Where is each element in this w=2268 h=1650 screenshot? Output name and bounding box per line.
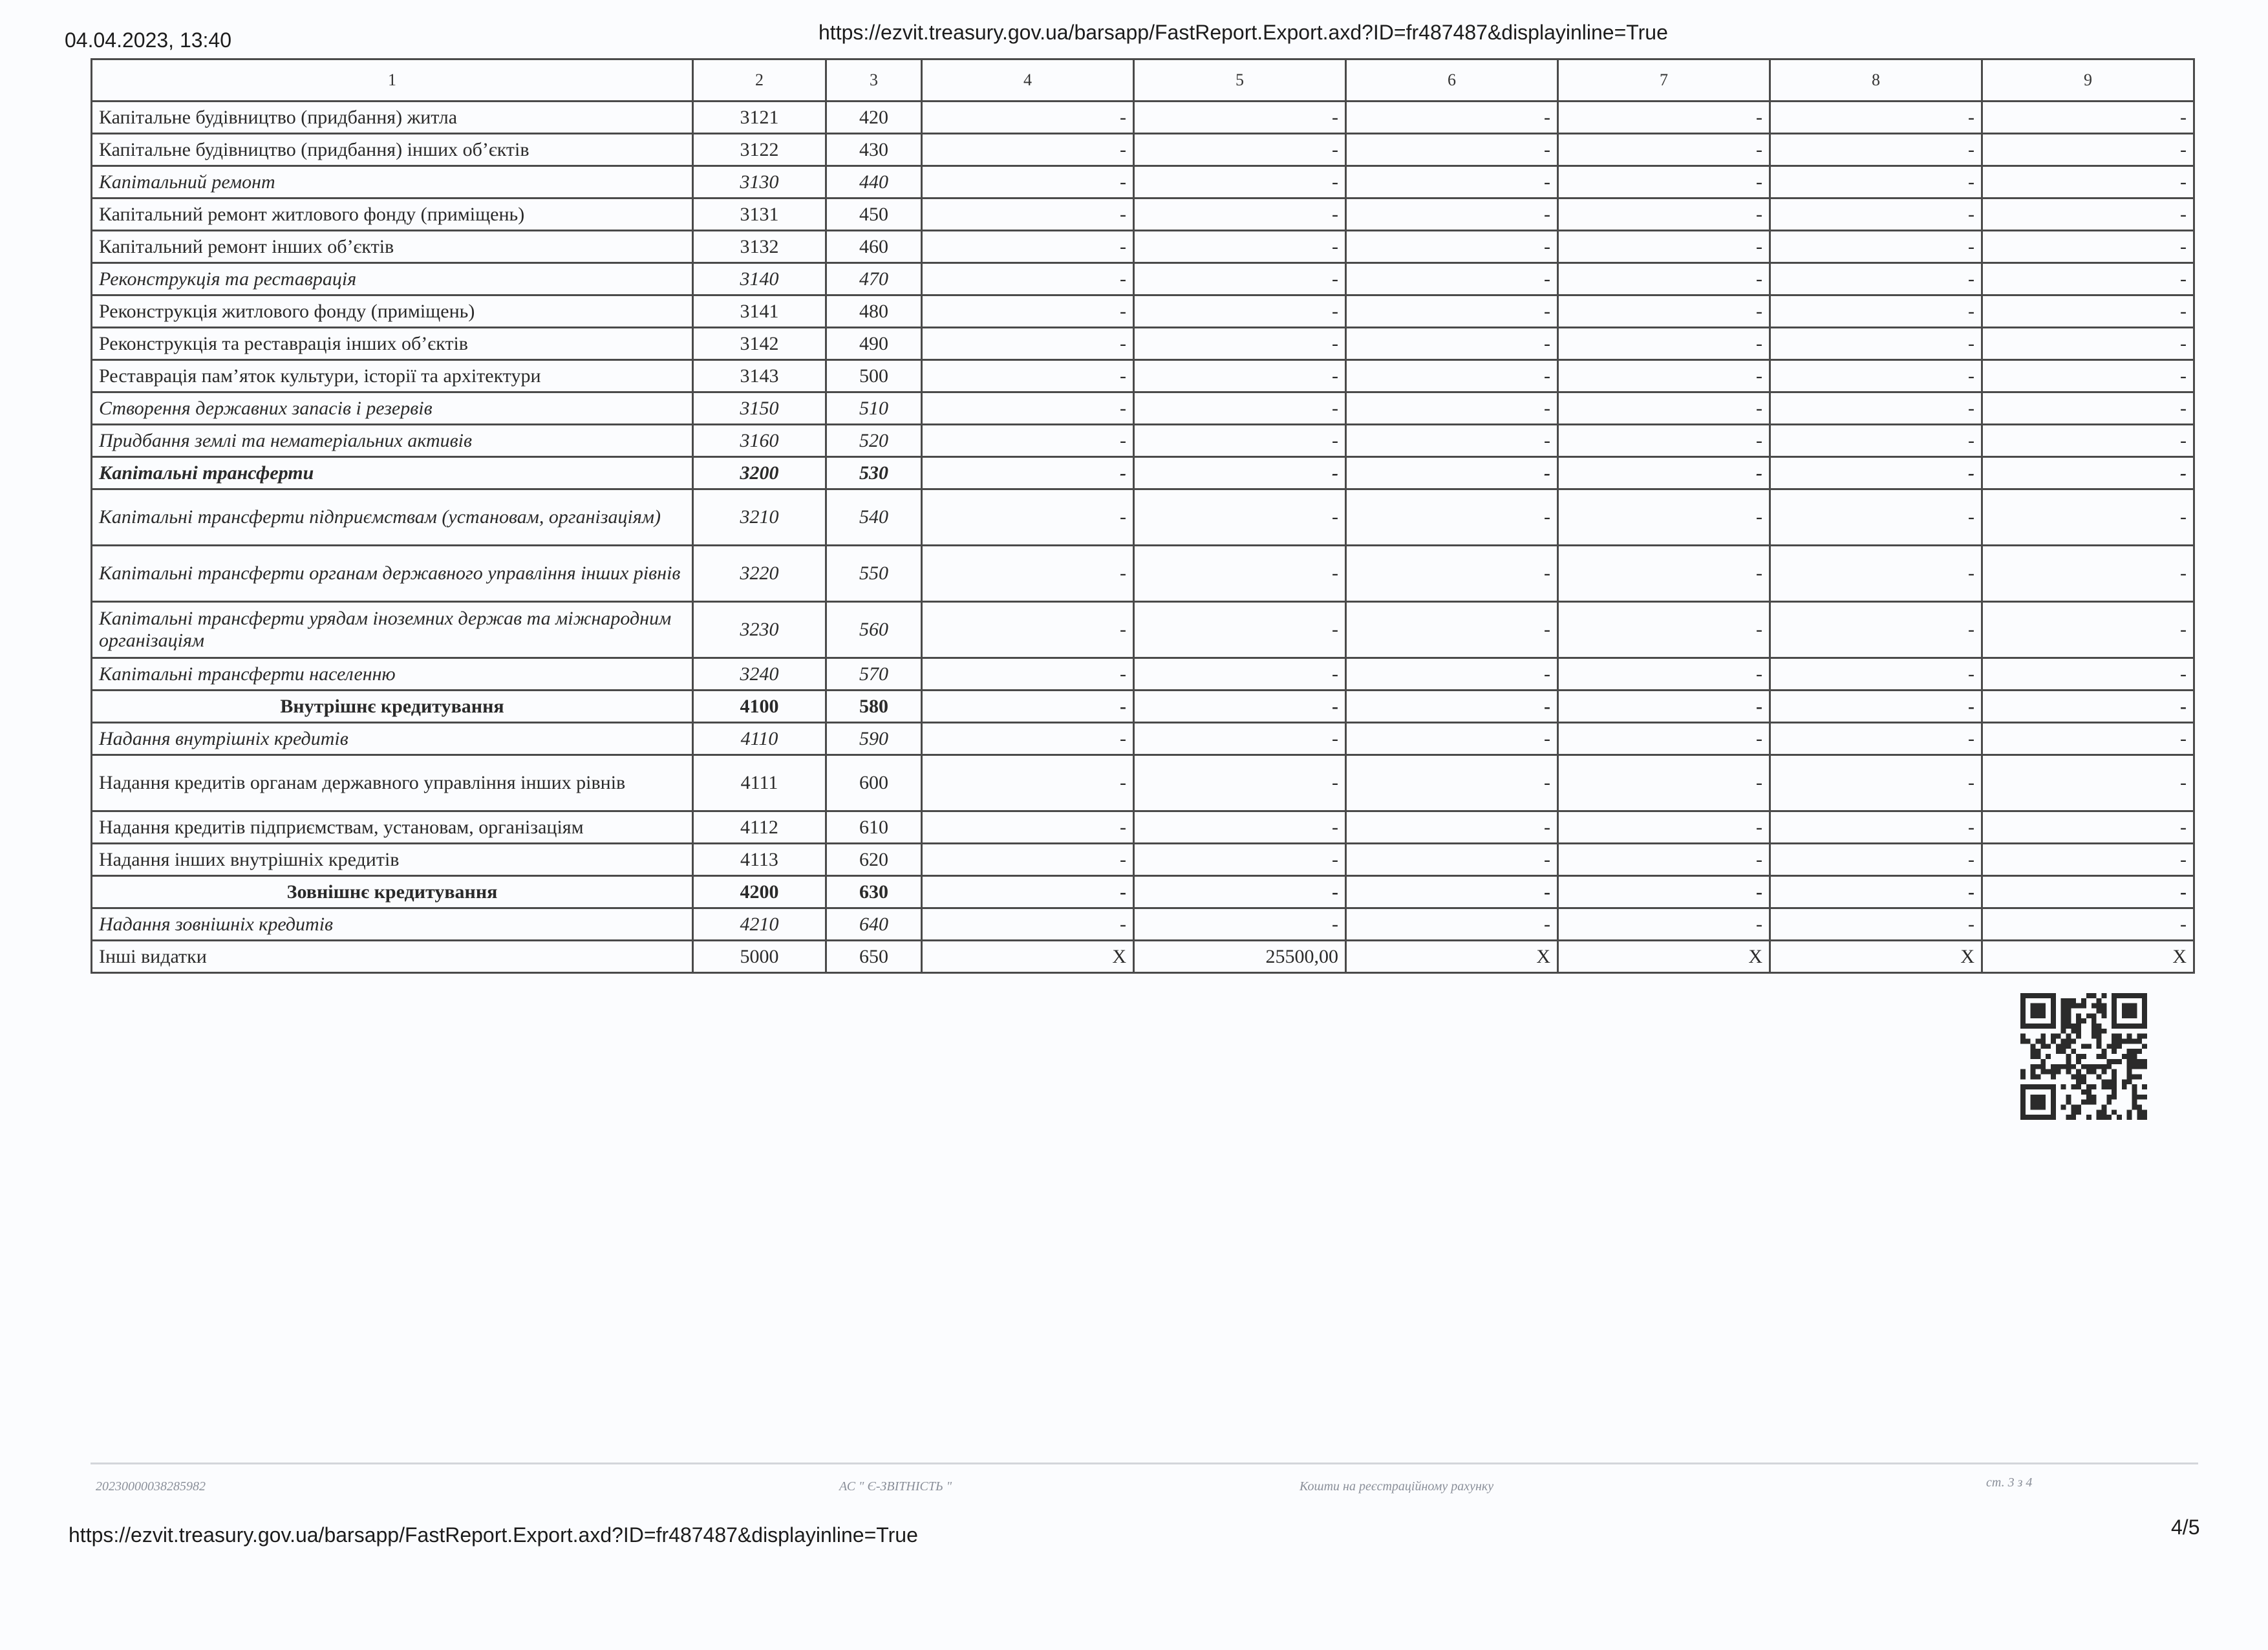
row-code: 3210	[693, 489, 826, 546]
row-col9: -	[1982, 844, 2194, 876]
table-row	[92, 844, 2194, 876]
row-col6: -	[1346, 876, 1558, 908]
row-code: 5000	[693, 941, 826, 973]
row-col7: -	[1558, 723, 1770, 755]
row-col6: -	[1346, 263, 1558, 295]
row-col7: -	[1558, 198, 1770, 231]
row-col6: -	[1346, 231, 1558, 263]
row-col4: -	[922, 231, 1134, 263]
row-code: 3230	[693, 602, 826, 658]
row-col8: -	[1770, 198, 1982, 231]
footer-system-name: АС " Є-ЗВІТНІСТЬ "	[839, 1479, 952, 1494]
print-page-count: 4/5	[2171, 1516, 2200, 1539]
row-col6: -	[1346, 546, 1558, 602]
row-line: 450	[826, 198, 922, 231]
row-name: Надання зовнішніх кредитів	[92, 908, 693, 941]
table-row	[92, 941, 2194, 973]
row-col7: X	[1558, 941, 1770, 973]
table-row	[92, 489, 2194, 546]
row-col9: -	[1982, 166, 2194, 198]
row-col4: -	[922, 844, 1134, 876]
row-col4: -	[922, 392, 1134, 425]
row-col8: -	[1770, 489, 1982, 546]
row-col7: -	[1558, 489, 1770, 546]
row-code: 4210	[693, 908, 826, 941]
table-row	[92, 876, 2194, 908]
row-line: 490	[826, 328, 922, 360]
row-col4: -	[922, 166, 1134, 198]
row-col8: -	[1770, 295, 1982, 328]
footer-document-number: 20230000038285982	[96, 1479, 206, 1494]
row-name: Реконструкція та реставрація інших об’єктів	[92, 328, 693, 360]
row-name: Реконструкція та реставрація	[92, 263, 693, 295]
row-col4: -	[922, 360, 1134, 392]
table-row	[92, 102, 2194, 134]
row-line: 620	[826, 844, 922, 876]
row-col9: -	[1982, 425, 2194, 457]
row-col7: -	[1558, 425, 1770, 457]
row-name: Надання інших внутрішніх кредитів	[92, 844, 693, 876]
row-col9: -	[1982, 755, 2194, 811]
row-line: 550	[826, 546, 922, 602]
row-col4: -	[922, 295, 1134, 328]
row-col8: -	[1770, 360, 1982, 392]
table-row	[92, 602, 2194, 658]
row-name: Надання кредитів органам державного управління інших рівнів	[92, 755, 693, 811]
row-col6: -	[1346, 489, 1558, 546]
row-col5: -	[1134, 360, 1346, 392]
row-col8: -	[1770, 602, 1982, 658]
row-line: 610	[826, 811, 922, 844]
expenditure-table	[91, 58, 2195, 974]
row-name: Капітальні трансферти урядам іноземних держав та міжнародним організаціям	[92, 602, 693, 658]
row-col5: -	[1134, 392, 1346, 425]
row-col4: -	[922, 425, 1134, 457]
row-name: Придбання землі та нематеріальних активів	[92, 425, 693, 457]
row-line: 560	[826, 602, 922, 658]
row-code: 4110	[693, 723, 826, 755]
row-col5: -	[1134, 723, 1346, 755]
row-code: 4112	[693, 811, 826, 844]
row-col5: -	[1134, 425, 1346, 457]
row-col9: -	[1982, 328, 2194, 360]
row-code: 3143	[693, 360, 826, 392]
row-col6: -	[1346, 457, 1558, 489]
row-col8: -	[1770, 166, 1982, 198]
row-col6: -	[1346, 658, 1558, 691]
row-col9: -	[1982, 908, 2194, 941]
row-code: 3142	[693, 328, 826, 360]
row-line: 650	[826, 941, 922, 973]
qr-code	[2018, 993, 2149, 1120]
row-col8: -	[1770, 231, 1982, 263]
row-name: Внутрішнє кредитування	[92, 691, 693, 723]
row-col9: -	[1982, 723, 2194, 755]
table-row	[92, 425, 2194, 457]
row-col8: -	[1770, 755, 1982, 811]
table-row	[92, 658, 2194, 691]
row-col5: -	[1134, 691, 1346, 723]
row-line: 430	[826, 134, 922, 166]
row-col9: -	[1982, 691, 2194, 723]
row-col4: -	[922, 691, 1134, 723]
row-name: Капітальні трансферти	[92, 457, 693, 489]
row-col7: -	[1558, 102, 1770, 134]
row-col7: -	[1558, 755, 1770, 811]
row-col4: -	[922, 457, 1134, 489]
row-col5: -	[1134, 295, 1346, 328]
table-row	[92, 134, 2194, 166]
row-col7: -	[1558, 811, 1770, 844]
row-col5: -	[1134, 844, 1346, 876]
row-line: 510	[826, 392, 922, 425]
row-col7: -	[1558, 658, 1770, 691]
row-col5: 25500,00	[1134, 941, 1346, 973]
column-header-row	[92, 59, 2194, 102]
row-code: 3141	[693, 295, 826, 328]
row-col9: -	[1982, 263, 2194, 295]
column-header-4: 4	[922, 59, 1134, 102]
row-col7: -	[1558, 360, 1770, 392]
row-col5: -	[1134, 908, 1346, 941]
row-col9: -	[1982, 546, 2194, 602]
row-col5: -	[1134, 602, 1346, 658]
row-col4: -	[922, 134, 1134, 166]
row-line: 460	[826, 231, 922, 263]
row-col7: -	[1558, 263, 1770, 295]
column-header-8: 8	[1770, 59, 1982, 102]
row-col6: -	[1346, 102, 1558, 134]
row-col8: -	[1770, 134, 1982, 166]
table-row	[92, 198, 2194, 231]
row-code: 4100	[693, 691, 826, 723]
row-line: 500	[826, 360, 922, 392]
row-line: 480	[826, 295, 922, 328]
print-url-footer: https://ezvit.treasury.gov.ua/barsapp/FastReport.Export.axd?ID=fr487487&displayinline=True	[69, 1523, 918, 1547]
table-row	[92, 691, 2194, 723]
row-code: 4111	[693, 755, 826, 811]
row-line: 570	[826, 658, 922, 691]
row-name: Надання внутрішніх кредитів	[92, 723, 693, 755]
row-col9: -	[1982, 102, 2194, 134]
row-col6: -	[1346, 908, 1558, 941]
row-col8: -	[1770, 457, 1982, 489]
row-col6: -	[1346, 328, 1558, 360]
row-col6: -	[1346, 360, 1558, 392]
row-col9: -	[1982, 360, 2194, 392]
row-col5: -	[1134, 263, 1346, 295]
row-col5: -	[1134, 489, 1346, 546]
row-col6: -	[1346, 425, 1558, 457]
row-col9: -	[1982, 811, 2194, 844]
column-header-7: 7	[1558, 59, 1770, 102]
row-col6: -	[1346, 134, 1558, 166]
row-col9: -	[1982, 134, 2194, 166]
row-code: 3122	[693, 134, 826, 166]
row-col7: -	[1558, 328, 1770, 360]
row-col8: -	[1770, 691, 1982, 723]
row-line: 530	[826, 457, 922, 489]
row-col6: -	[1346, 602, 1558, 658]
row-name: Капітальне будівництво (придбання) інших об’єктів	[92, 134, 693, 166]
row-col6: -	[1346, 723, 1558, 755]
row-col8: -	[1770, 658, 1982, 691]
footer-report-title: Кошти на реєстраційному рахунку	[1300, 1479, 1494, 1494]
row-col7: -	[1558, 844, 1770, 876]
row-line: 600	[826, 755, 922, 811]
row-col8: -	[1770, 546, 1982, 602]
row-col7: -	[1558, 691, 1770, 723]
row-col5: -	[1134, 658, 1346, 691]
row-col4: -	[922, 602, 1134, 658]
row-line: 520	[826, 425, 922, 457]
column-header-1: 1	[92, 59, 693, 102]
row-col5: -	[1134, 231, 1346, 263]
row-col6: -	[1346, 844, 1558, 876]
row-line: 640	[826, 908, 922, 941]
table-row	[92, 546, 2194, 602]
row-name: Створення державних запасів і резервів	[92, 392, 693, 425]
row-col8: -	[1770, 908, 1982, 941]
column-header-9: 9	[1982, 59, 2194, 102]
row-col4: -	[922, 658, 1134, 691]
row-name: Реконструкція житлового фонду (приміщень)	[92, 295, 693, 328]
row-col5: -	[1134, 546, 1346, 602]
row-col5: -	[1134, 166, 1346, 198]
row-col6: -	[1346, 198, 1558, 231]
row-col6: X	[1346, 941, 1558, 973]
row-col9: X	[1982, 941, 2194, 973]
row-col8: -	[1770, 392, 1982, 425]
row-col5: -	[1134, 198, 1346, 231]
row-col5: -	[1134, 102, 1346, 134]
row-col5: -	[1134, 811, 1346, 844]
row-col9: -	[1982, 876, 2194, 908]
row-col7: -	[1558, 392, 1770, 425]
row-col5: -	[1134, 755, 1346, 811]
row-col4: -	[922, 263, 1134, 295]
row-col6: -	[1346, 755, 1558, 811]
row-col8: -	[1770, 811, 1982, 844]
row-col8: -	[1770, 844, 1982, 876]
row-col4: -	[922, 328, 1134, 360]
row-col9: -	[1982, 457, 2194, 489]
column-header-3: 3	[826, 59, 922, 102]
row-col5: -	[1134, 134, 1346, 166]
row-col8: -	[1770, 102, 1982, 134]
row-col7: -	[1558, 231, 1770, 263]
row-code: 3132	[693, 231, 826, 263]
column-header-2: 2	[693, 59, 826, 102]
row-line: 580	[826, 691, 922, 723]
row-name: Капітальні трансферти населенню	[92, 658, 693, 691]
row-code: 3240	[693, 658, 826, 691]
row-line: 630	[826, 876, 922, 908]
row-col4: X	[922, 941, 1134, 973]
table-row	[92, 360, 2194, 392]
table-row	[92, 908, 2194, 941]
row-col9: -	[1982, 489, 2194, 546]
row-col4: -	[922, 489, 1134, 546]
row-col9: -	[1982, 602, 2194, 658]
row-code: 3130	[693, 166, 826, 198]
table-row	[92, 392, 2194, 425]
row-name: Капітальний ремонт інших об’єктів	[92, 231, 693, 263]
table-row	[92, 811, 2194, 844]
row-code: 3121	[693, 102, 826, 134]
row-col7: -	[1558, 457, 1770, 489]
table-row	[92, 457, 2194, 489]
row-line: 590	[826, 723, 922, 755]
row-col6: -	[1346, 392, 1558, 425]
row-col9: -	[1982, 658, 2194, 691]
row-line: 420	[826, 102, 922, 134]
row-code: 3140	[693, 263, 826, 295]
row-col4: -	[922, 102, 1134, 134]
row-col4: -	[922, 908, 1134, 941]
row-col8: -	[1770, 263, 1982, 295]
row-line: 540	[826, 489, 922, 546]
row-col7: -	[1558, 876, 1770, 908]
row-col5: -	[1134, 457, 1346, 489]
row-col8: X	[1770, 941, 1982, 973]
column-header-6: 6	[1346, 59, 1558, 102]
row-col9: -	[1982, 295, 2194, 328]
row-col7: -	[1558, 602, 1770, 658]
row-code: 3160	[693, 425, 826, 457]
row-col6: -	[1346, 811, 1558, 844]
row-col8: -	[1770, 876, 1982, 908]
row-name: Капітальні трансферти підприємствам (установам, організаціям)	[92, 489, 693, 546]
table-row	[92, 263, 2194, 295]
row-name: Інші видатки	[92, 941, 693, 973]
row-col4: -	[922, 546, 1134, 602]
row-col9: -	[1982, 198, 2194, 231]
table-row	[92, 328, 2194, 360]
row-name: Реставрація пам’яток культури, історії та архітектури	[92, 360, 693, 392]
table-row	[92, 295, 2194, 328]
footer-page-label: ст. 3 з 4	[1986, 1475, 2033, 1490]
row-line: 440	[826, 166, 922, 198]
print-date: 04.04.2023, 13:40	[65, 28, 232, 52]
row-col9: -	[1982, 231, 2194, 263]
row-col4: -	[922, 198, 1134, 231]
row-col8: -	[1770, 425, 1982, 457]
row-code: 4113	[693, 844, 826, 876]
row-col7: -	[1558, 546, 1770, 602]
row-col6: -	[1346, 166, 1558, 198]
row-col7: -	[1558, 134, 1770, 166]
row-col7: -	[1558, 908, 1770, 941]
row-code: 3220	[693, 546, 826, 602]
row-col5: -	[1134, 876, 1346, 908]
row-col7: -	[1558, 295, 1770, 328]
row-col6: -	[1346, 691, 1558, 723]
row-name: Надання кредитів підприємствам, установам, організаціям	[92, 811, 693, 844]
row-line: 470	[826, 263, 922, 295]
row-code: 3131	[693, 198, 826, 231]
row-name: Зовнішнє кредитування	[92, 876, 693, 908]
row-col5: -	[1134, 328, 1346, 360]
row-col4: -	[922, 723, 1134, 755]
row-code: 3200	[693, 457, 826, 489]
table-row	[92, 755, 2194, 811]
footer-divider	[91, 1462, 2198, 1464]
row-name: Капітальний ремонт житлового фонду (приміщень)	[92, 198, 693, 231]
table-row	[92, 166, 2194, 198]
row-col8: -	[1770, 328, 1982, 360]
row-code: 4200	[693, 876, 826, 908]
row-name: Капітальний ремонт	[92, 166, 693, 198]
row-col9: -	[1982, 392, 2194, 425]
row-col8: -	[1770, 723, 1982, 755]
row-col7: -	[1558, 166, 1770, 198]
row-name: Капітальне будівництво (придбання) житла	[92, 102, 693, 134]
row-col4: -	[922, 876, 1134, 908]
table-row	[92, 723, 2194, 755]
row-code: 3150	[693, 392, 826, 425]
row-col6: -	[1346, 295, 1558, 328]
row-col4: -	[922, 755, 1134, 811]
row-col4: -	[922, 811, 1134, 844]
table-row	[92, 231, 2194, 263]
column-header-5: 5	[1134, 59, 1346, 102]
row-name: Капітальні трансферти органам державного управління інших рівнів	[92, 546, 693, 602]
print-url-header: https://ezvit.treasury.gov.ua/barsapp/FastReport.Export.axd?ID=fr487487&displayinline=True	[818, 21, 1668, 44]
